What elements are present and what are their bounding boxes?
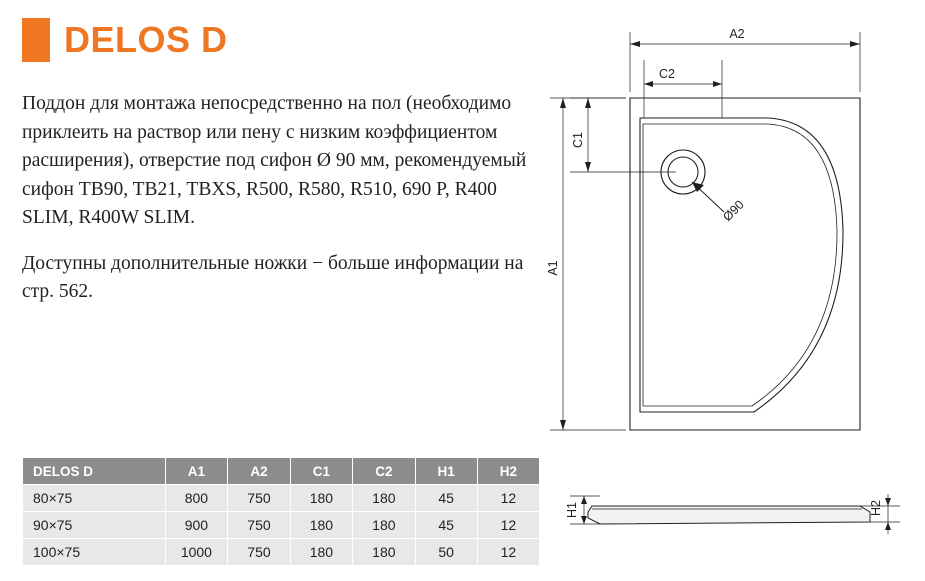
- c1-label: C1: [571, 132, 585, 148]
- c2-arrow-left: [644, 81, 653, 87]
- table-cell-model: 90×75: [23, 512, 166, 539]
- description-paragraph-2: Доступны дополнительные ножки − больше информации на стр. 562.: [22, 252, 524, 302]
- product-title-row: [22, 18, 228, 62]
- table-row: [23, 512, 540, 539]
- h2-arrow-top: [885, 498, 891, 506]
- table-header-row: [23, 458, 540, 485]
- table-cell: 12: [477, 539, 539, 566]
- table-cell: 750: [228, 539, 290, 566]
- table-cell: 180: [353, 485, 415, 512]
- description-paragraph-1: Поддон для монтажа непосредственно на пол (необходимо приклеить на раствор или пену с низким коэффициентом расширения), отверстие под сифон Ø 90 мм, рекомендуемый сифон TB90, TB21, TBXS, R500, R580, R510, 690 P, R400 SLIM, R400W SLIM.: [22, 93, 527, 228]
- table-header-cell: H1: [415, 458, 477, 485]
- table-cell: 180: [290, 512, 352, 539]
- page-title: DELOS D: [64, 19, 228, 60]
- c2-arrow-right: [713, 81, 722, 87]
- c1-arrow-bottom: [585, 162, 591, 172]
- a1-arrow-bottom: [560, 420, 566, 430]
- table-cell: 12: [477, 485, 539, 512]
- specification-table: [22, 457, 540, 566]
- brand-mark-icon: [22, 18, 50, 62]
- table-cell: 45: [415, 512, 477, 539]
- table-header-cell: C2: [353, 458, 415, 485]
- table-header-cell: C1: [290, 458, 352, 485]
- table-header-cell: H2: [477, 458, 539, 485]
- tray-outer-outline: [630, 98, 860, 430]
- a1-label: A1: [546, 260, 560, 276]
- table-row: [23, 539, 540, 566]
- table-cell: 900: [165, 512, 228, 539]
- table-cell: 1000: [165, 539, 228, 566]
- c1-arrow-top: [585, 98, 591, 108]
- h1-label: H1: [565, 502, 579, 518]
- table-cell: 180: [290, 485, 352, 512]
- h2-label: H2: [869, 500, 883, 516]
- table-cell: 180: [353, 512, 415, 539]
- table-header-cell: DELOS D: [23, 458, 166, 485]
- table-cell: 12: [477, 512, 539, 539]
- a2-arrow-right: [850, 41, 860, 47]
- tray-inner-contour: [640, 118, 843, 412]
- c2-label: C2: [659, 67, 675, 81]
- h2-arrow-bottom: [885, 522, 891, 530]
- table-cell: 800: [165, 485, 228, 512]
- drain-diameter-label: Ø90: [720, 197, 747, 225]
- tray-inner-contour-secondary: [643, 124, 837, 406]
- table-cell: 750: [228, 485, 290, 512]
- product-description: [22, 90, 532, 307]
- table-cell: 750: [228, 512, 290, 539]
- h1-arrow-top: [581, 496, 587, 504]
- side-view-drawing: [565, 494, 900, 534]
- table-cell: 45: [415, 485, 477, 512]
- a2-arrow-left: [630, 41, 640, 47]
- table-cell: 50: [415, 539, 477, 566]
- table-header-cell: A2: [228, 458, 290, 485]
- table-cell-model: 80×75: [23, 485, 166, 512]
- table-cell-model: 100×75: [23, 539, 166, 566]
- a1-arrow-top: [560, 98, 566, 108]
- technical-drawing: [540, 0, 925, 581]
- h1-arrow-bottom: [581, 516, 587, 524]
- table-row: [23, 485, 540, 512]
- table-cell: 180: [353, 539, 415, 566]
- top-view-drawing: [546, 27, 860, 430]
- table-cell: 180: [290, 539, 352, 566]
- a2-label: A2: [729, 27, 745, 41]
- table-header-cell: A1: [165, 458, 228, 485]
